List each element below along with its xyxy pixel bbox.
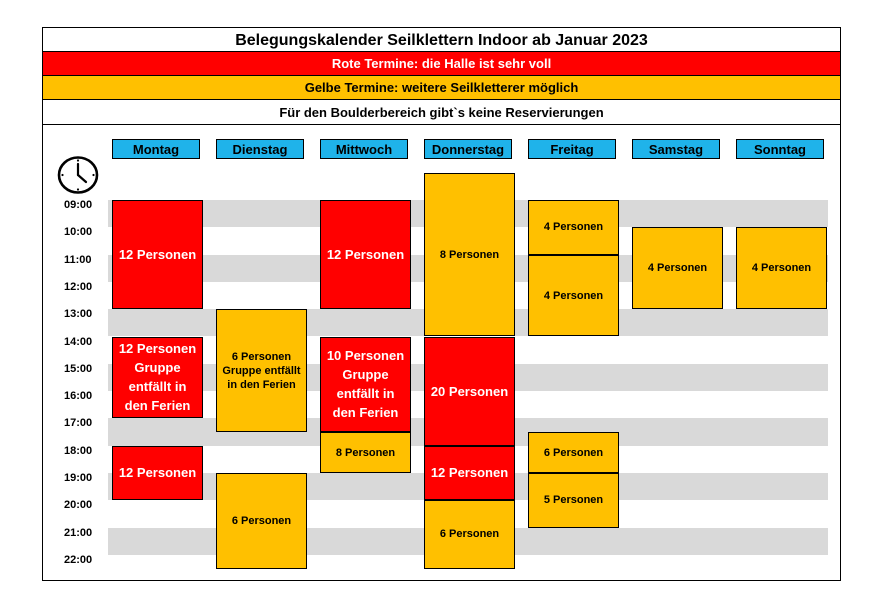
booking-mittwoch-1400	[320, 337, 411, 433]
booking-text: 10 Personen	[326, 348, 405, 364]
booking-mittwoch-0900	[320, 200, 411, 309]
day-header-freitag: Freitag	[528, 139, 616, 159]
red-legend-note: Rote Termine: die Halle ist sehr voll	[42, 52, 841, 76]
booking-montag-1800	[112, 446, 203, 501]
calendar-title: Belegungskalender Seilklettern Indoor ab Januar 2023	[42, 27, 841, 52]
clock-icon	[56, 155, 100, 195]
booking-text: 12 Personen	[118, 465, 197, 481]
booking-montag-1400	[112, 337, 203, 419]
booking-text: 4 Personen	[647, 262, 708, 275]
day-header-montag: Montag	[112, 139, 200, 159]
day-header-samstag: Samstag	[632, 139, 720, 159]
time-label: 20:00	[64, 499, 93, 512]
booking-text: 12 Personen	[118, 341, 197, 357]
booking-text: 8 Personen	[439, 248, 500, 261]
time-label: 19:00	[64, 472, 93, 484]
booking-text: 6 Personen	[231, 350, 292, 363]
booking-text: 5 Personen	[543, 494, 604, 507]
booking-dienstag-1300	[216, 309, 307, 432]
booking-text: Gruppe	[342, 367, 389, 383]
booking-text: 8 Personen	[335, 446, 396, 459]
booking-text: 12 Personen	[118, 247, 197, 263]
day-header-mittwoch: Mittwoch	[320, 139, 408, 159]
time-label: 10:00	[64, 226, 93, 239]
time-label: 12:00	[64, 280, 93, 293]
time-label: 18:00	[64, 444, 93, 457]
booking-text: 6 Personen	[543, 446, 604, 459]
booking-text: 20 Personen	[430, 383, 509, 399]
booking-montag-0900	[112, 200, 203, 309]
booking-freitag-0900	[528, 200, 619, 255]
booking-text: den Ferien	[124, 398, 191, 414]
booking-text: 4 Personen	[751, 262, 812, 275]
booking-text: Gruppe entfällt	[222, 364, 301, 377]
time-label: 17:00	[64, 417, 93, 430]
time-label: 15:00	[64, 362, 93, 375]
booking-text: 12 Personen	[326, 247, 405, 263]
booking-donnerstag-1400	[424, 337, 515, 446]
time-label: 22:00	[64, 553, 93, 566]
booking-text: 4 Personen	[543, 221, 604, 234]
booking-text: 6 Personen	[231, 514, 292, 527]
time-label: 09:00	[64, 199, 93, 211]
day-header-donnerstag: Donnerstag	[424, 139, 512, 159]
booking-samstag-1000	[632, 227, 723, 309]
booking-text: 12 Personen	[430, 465, 509, 481]
booking-text: 6 Personen	[439, 528, 500, 541]
booking-freitag-1100	[528, 255, 619, 337]
booking-text: in den Ferien	[227, 378, 296, 391]
yellow-legend-note: Gelbe Termine: weitere Seilkletterer möglich	[42, 76, 841, 100]
booking-sonntag-1000	[736, 227, 827, 309]
booking-donnerstag-1800	[424, 446, 515, 501]
booking-freitag-1900	[528, 473, 619, 528]
time-label: 14:00	[64, 335, 93, 348]
booking-text: entfällt in	[336, 386, 395, 402]
booking-text: entfällt in	[128, 379, 187, 395]
booking-text: Gruppe	[134, 360, 181, 376]
booking-freitag-1730	[528, 432, 619, 473]
boulder-info-note: Für den Boulderbereich gibt`s keine Reservierungen	[42, 100, 841, 125]
booking-dienstag-1900	[216, 473, 307, 569]
time-label: 11:00	[64, 253, 92, 266]
time-label: 13:00	[64, 308, 93, 321]
booking-text: den Ferien	[332, 405, 399, 421]
time-label: 21:00	[64, 526, 93, 539]
booking-donnerstag-0800	[424, 173, 515, 337]
booking-donnerstag-2000	[424, 500, 515, 568]
day-header-sonntag: Sonntag	[736, 139, 824, 159]
booking-mittwoch-1730	[320, 432, 411, 473]
time-label: 16:00	[64, 390, 93, 403]
booking-text: 4 Personen	[543, 289, 604, 302]
day-header-dienstag: Dienstag	[216, 139, 304, 159]
